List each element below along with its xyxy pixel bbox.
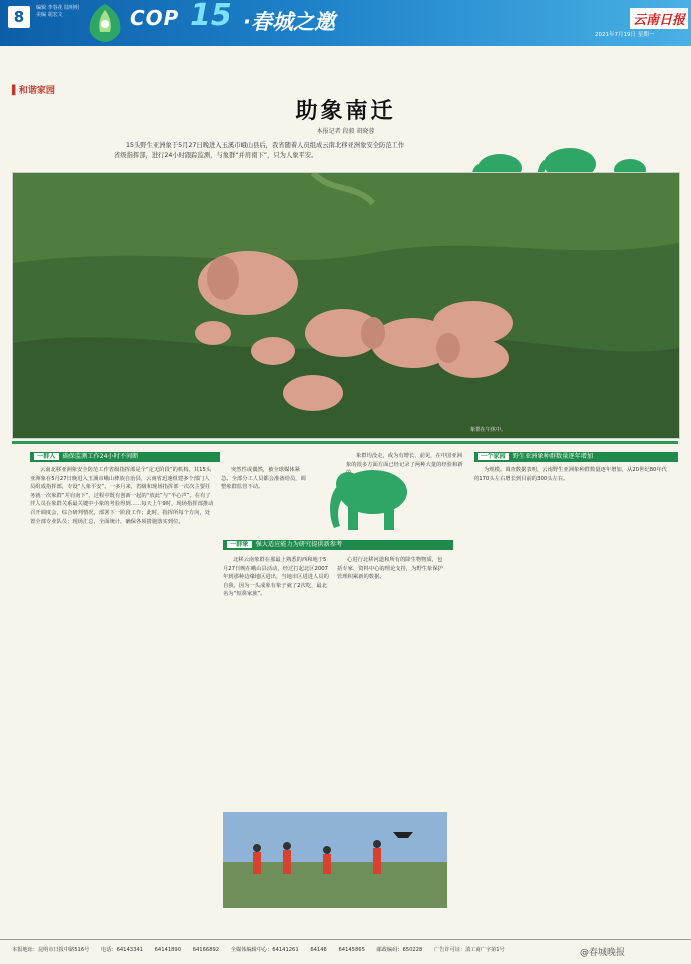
article-byline: 本报记者 段毅 胡晓蓉: [316, 128, 375, 135]
section-number: 一群象: [227, 541, 252, 548]
footer-item: 64146: [310, 947, 327, 953]
footer-item: 64145865: [338, 947, 365, 953]
section-title: 强大适应能力为研究提供新参考: [255, 541, 343, 548]
page-number: 8: [8, 6, 30, 28]
cop15-logo-icon: [80, 2, 130, 44]
footer-item: 64166892: [192, 947, 220, 953]
photo-caption: 象群在午休中。: [470, 427, 507, 433]
monitoring-team-photo: [223, 812, 447, 908]
article-column: 象群均没走，或为有增长，前见，在中国亚洲象的很多方面方面已经记录了两种大量的经验和新 。: [346, 453, 463, 477]
footer-item: 电话：64143341: [101, 947, 143, 953]
article-lead: 15头野生亚洲象于5月27日晚进入玉溪市峨山县后，我省随着人员组成云南北移亚洲象安全防范工作省级指挥部，进行24小时跟踪监测，与象群“并肩南下”，只为人象平安。: [114, 142, 405, 159]
article-column: 突然性或偶然，被全球媒体紧急。全部分工人员都会准备给员，调整象群监管不动。: [221, 467, 306, 491]
section-label: ▌和谐家园: [12, 86, 55, 96]
footer-item: 全媒体编辑中心：64141261: [230, 947, 299, 953]
article-column: 心进行北移河道和所有的降生物物质，包括专家、资料中心的理论支持，为野生象保护管理积累新的数据。: [337, 557, 443, 581]
issue-date: 2021年7月19日 星期一: [595, 32, 655, 38]
footer-item: 邮政编码：650228: [376, 947, 423, 953]
article-column: 为规模。调查数据表明，云南野生亚洲象种群数量逐年增加，从20世纪80年代的170头左右增长到目前的300头左右。: [474, 467, 667, 482]
cop-number: 15: [190, 0, 232, 33]
section-title: 确保监测工作24小时不间断: [62, 453, 139, 460]
section-number: 一个家园: [478, 453, 509, 460]
section-title: 野生亚洲象种群数量逐年增加: [512, 453, 594, 460]
cop-label: COP: [130, 6, 180, 30]
footer-item: 广告许可证：滇工商广字第1号: [433, 947, 505, 953]
elephant-herd-photo: [12, 172, 680, 439]
elephant-icon: [318, 462, 428, 534]
footer-item: 本报地址：昆明市日报中路516号: [12, 947, 90, 953]
editor-line: 编辑 李春花 陆明明: [36, 5, 80, 11]
section-heading-people: [30, 452, 220, 462]
article-column: 北移云南象群在那最上熟悉的西和地于5月27日晚在峨山县活动，经过打起北区2007年到那种边缘地区进出，当地市区进进人员的自我，因为一头成象有象子就了2次吃，最北名为“短鼻家族”。: [223, 557, 329, 598]
section-number: 一群人: [34, 453, 59, 460]
footer-item: 64141890: [154, 947, 182, 953]
section-divider: [12, 441, 678, 444]
watermark: @春城晚报: [580, 948, 626, 958]
section-heading-home: [474, 452, 678, 462]
header-subtitle: ·春城之邀: [243, 10, 335, 34]
section-label-text: 和谐家园: [18, 86, 55, 96]
article-title: 助象南迁: [295, 99, 396, 124]
newspaper-brand: 云南日报: [630, 8, 688, 29]
editor-line: 美编 胡宏文: [36, 12, 63, 18]
article-column: 云南北移亚洲象安全防范工作省级指挥部是个“定无阶段”的机构。其15头亚洲象在5月27日晚进入玉溪市峨山彝族自治县，云南省迅速组建多个部门人员组成指挥部，专设“人象平安”。一多月来，省级和现场指挥部一次次主要任务就一次象群“并肩南下”，过程中既有创新一起的“放此”与“半心声”。在有了伴人员在象群关系最关键中小象的考验得到……每天上午9时，现场指挥部推动召开调度会，综合研判情况，部署下一阶段工作；此时，指挥所每个方向，处置全部专业队员；现场汇总，全面统计，确保各项措施落实到位。: [30, 467, 214, 525]
